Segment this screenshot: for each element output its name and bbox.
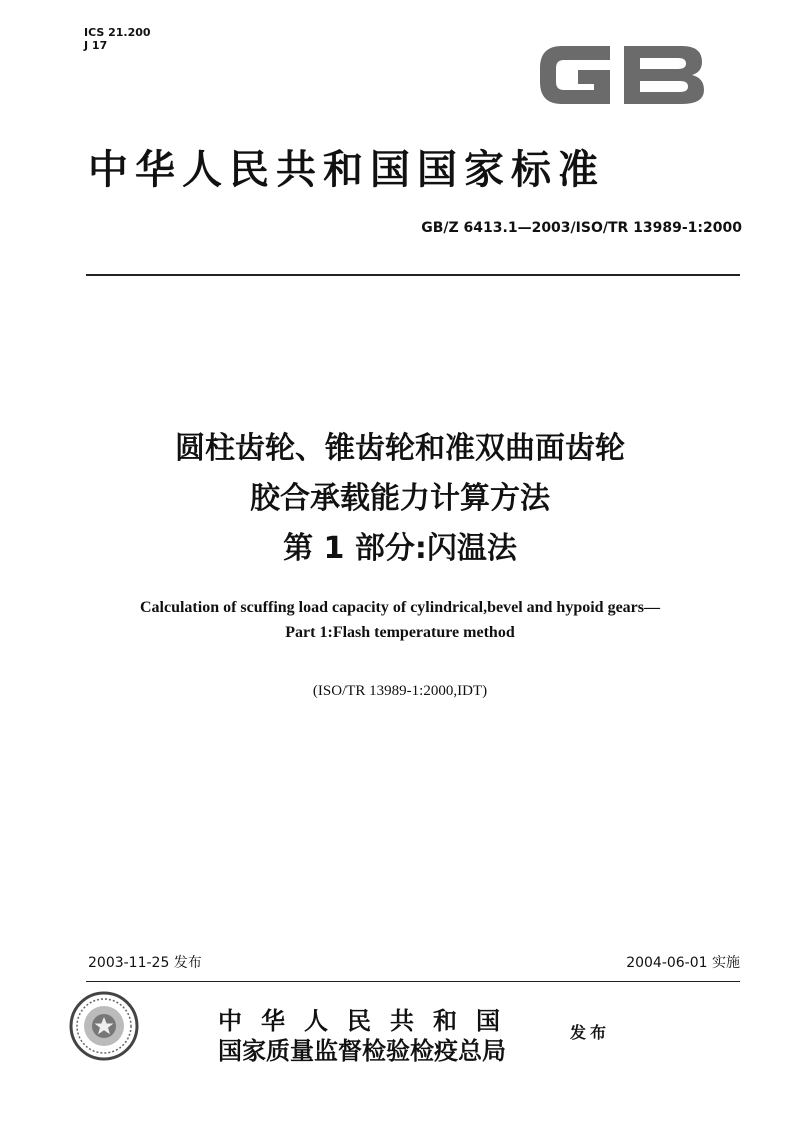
ics-block bbox=[84, 26, 151, 52]
title-cn-line3: 第 1 部分:闪温法 bbox=[283, 531, 517, 566]
national-standard-title: 中华人民共和国国家标准 bbox=[88, 146, 605, 193]
gb-logo bbox=[532, 36, 712, 114]
gb-logo-icon bbox=[532, 36, 712, 114]
official-seal bbox=[68, 990, 140, 1062]
classification-code: J 17 bbox=[84, 39, 108, 52]
ics-code: ICS 21.200 bbox=[84, 26, 151, 39]
publish-label: 发布 bbox=[570, 1023, 611, 1042]
implementation-date: 2004-06-01 实施 bbox=[626, 955, 740, 971]
issuer-line1: 中华人民共和国 bbox=[218, 1006, 519, 1035]
seal-icon bbox=[68, 990, 140, 1062]
title-en-line1: Calculation of scuffing load capacity of cylindrical,bevel and hypoid gears— bbox=[139, 599, 660, 616]
header-divider bbox=[86, 274, 740, 276]
title-cn-line1: 圆柱齿轮、锥齿轮和准双曲面齿轮 bbox=[175, 431, 625, 466]
issue-date: 2003-11-25 发布 bbox=[88, 955, 202, 971]
title-en-line2: Part 1:Flash temperature method bbox=[285, 624, 515, 641]
iso-reference: (ISO/TR 13989-1:2000,IDT) bbox=[312, 683, 488, 699]
title-cn-line2: 胶合承载能力计算方法 bbox=[250, 481, 550, 516]
issuer-line2: 国家质量监督检验检疫总局 bbox=[218, 1036, 506, 1065]
standard-number: GB/Z 6413.1—2003/ISO/TR 13989-1:2000 bbox=[421, 220, 742, 236]
footer-divider bbox=[86, 981, 740, 982]
